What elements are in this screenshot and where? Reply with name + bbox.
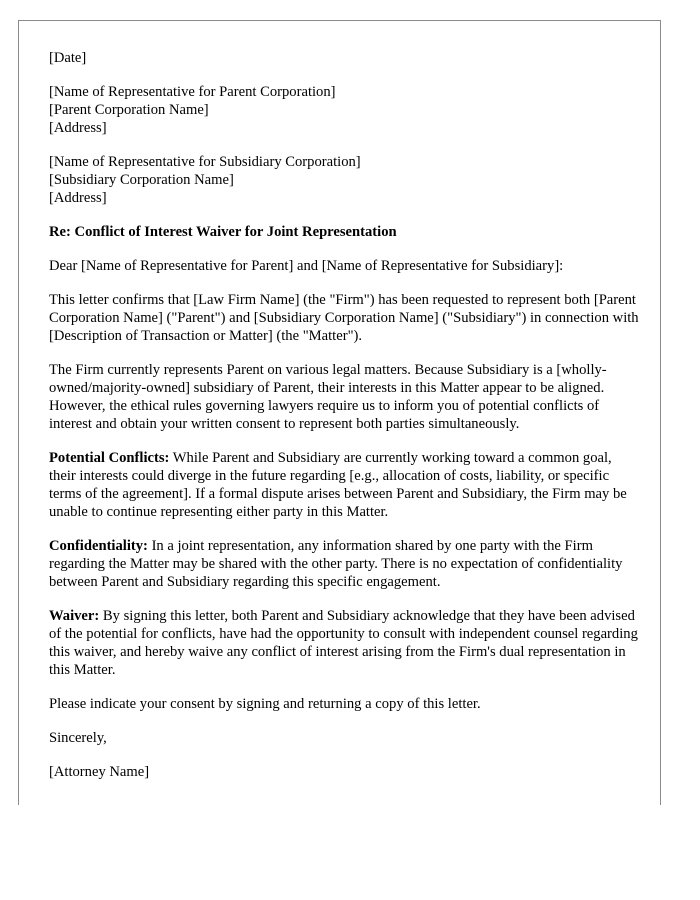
waiver-text: By signing this letter, both Parent and Subsidiary acknowledge that they have been advised of the potential for conflicts, have had the opportunity to consult with independent counsel regarding this waiver, and hereby waive any conflict of interest arising from the Firm's dual representation in this Matter. <box>49 608 638 678</box>
conflicts-text: While Parent and Subsidiary are currently working toward a common goal, their interests could diverge in the future regarding [e.g., allocation of costs, liability, or specific terms of the agreement]. If a formal dispute arises between Parent and Subsidiary, the Firm may be unable to continue representing either party in this Matter. <box>49 450 627 520</box>
waiver-heading: Waiver: <box>49 608 100 624</box>
letter-body <box>49 49 639 797</box>
parent-address: [Address] <box>49 120 107 136</box>
conflicts-heading: Potential Conflicts: <box>49 450 170 466</box>
confidentiality-heading: Confidentiality: <box>49 538 148 554</box>
representation-paragraph: The Firm currently represents Parent on various legal matters. Because Subsidiary is a [wholly-owned/majority-owned] subsidiary of Parent, their interests in this Matter appear to be aligned. However, the ethical rules governing lawyers require us to inform you of potential conflicts of interest and obtain your written consent to represent both parties simultaneously. <box>49 362 607 432</box>
parent-address-block <box>49 83 639 137</box>
salutation: Dear [Name of Representative for Parent] and [Name of Representative for Subsidiary]: <box>49 258 564 274</box>
signature-name: [Attorney Name] <box>49 764 150 780</box>
parent-representative: [Name of Representative for Parent Corporation] <box>49 84 336 100</box>
confidentiality-text: In a joint representation, any information shared by one party with the Firm regarding the Matter may be shared with the other party. There is no expectation of confidentiality between Parent and Subsidiary regarding this specific engagement. <box>49 538 623 590</box>
consent-request: Please indicate your consent by signing and returning a copy of this letter. <box>49 696 481 712</box>
intro-paragraph: This letter confirms that [Law Firm Name] (the "Firm") has been requested to represent both [Parent Corporation Name] ("Parent") and [Subsidiary Corporation Name] ("Subsidiary") in connection with [Description of Transaction or Matter] (the "Matter"). <box>49 292 639 344</box>
subsidiary-address: [Address] <box>49 190 107 206</box>
letter-page <box>18 20 661 805</box>
subsidiary-address-block <box>49 153 639 207</box>
closing: Sincerely, <box>49 730 107 746</box>
confidentiality-paragraph <box>49 537 639 591</box>
conflicts-paragraph <box>49 449 639 521</box>
parent-corporation: [Parent Corporation Name] <box>49 102 209 118</box>
subsidiary-representative: [Name of Representative for Subsidiary Corporation] <box>49 154 361 170</box>
subsidiary-corporation: [Subsidiary Corporation Name] <box>49 172 234 188</box>
subject-line: Re: Conflict of Interest Waiver for Joint Representation <box>49 224 397 240</box>
letter-date: [Date] <box>49 50 87 66</box>
waiver-paragraph <box>49 607 639 679</box>
